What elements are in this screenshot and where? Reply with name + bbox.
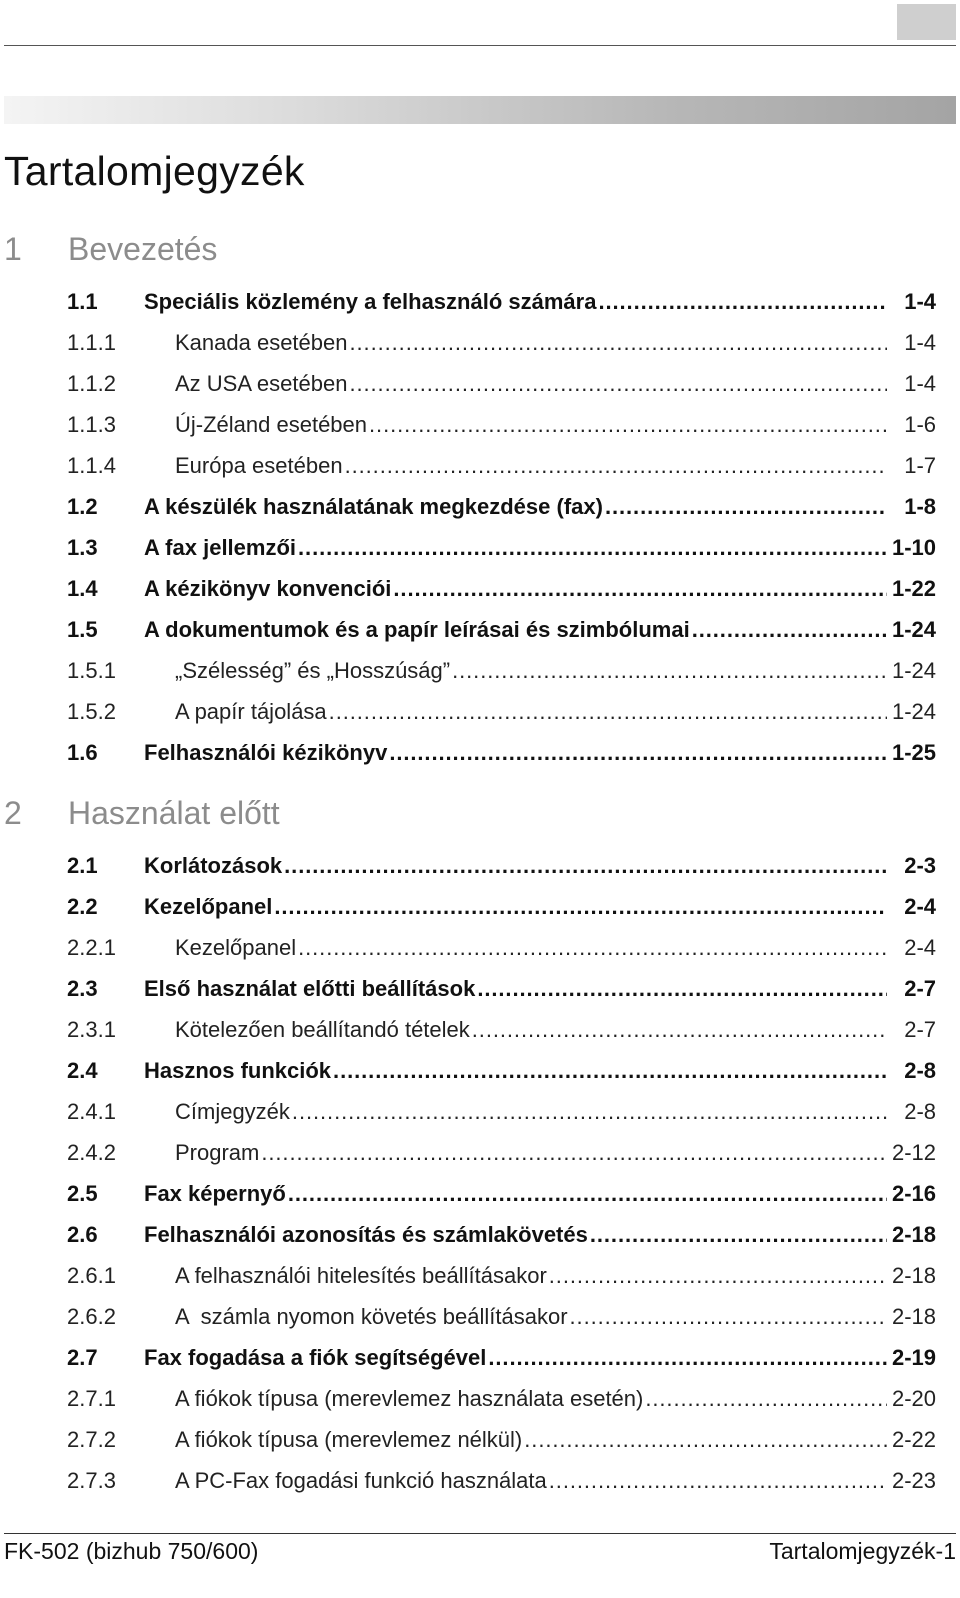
chapter-title: Használat előtt [68, 795, 280, 831]
entry-number: 1.4 [67, 576, 98, 601]
entry-leader [144, 574, 887, 604]
dot-leader [345, 451, 887, 481]
entry-title: Hasznos funkciók [144, 1058, 332, 1083]
dot-leader [284, 851, 887, 881]
entry-title: Program [175, 1140, 260, 1165]
entry-number: 2.2.1 [67, 935, 116, 960]
entry-title: A készülék használatának megkezdése (fax) [144, 494, 603, 519]
entry-leader [175, 1097, 887, 1127]
dot-leader [549, 1466, 887, 1496]
dot-leader [598, 287, 887, 317]
dot-leader [549, 1261, 887, 1291]
dot-leader [349, 369, 887, 399]
entry-page-number: 2-22 [891, 1427, 936, 1452]
entry-title: Felhasználói kézikönyv [144, 740, 388, 765]
entry-leader [175, 1138, 887, 1168]
toc-entry[interactable] [67, 1138, 957, 1168]
entry-page-number: 2-7 [904, 976, 936, 1001]
dot-leader [369, 410, 887, 440]
toc-entry[interactable] [67, 287, 957, 317]
entry-title: Speciális közlemény a felhasználó számára [144, 289, 597, 314]
entry-number: 2.3.1 [67, 1017, 116, 1042]
entry-leader [175, 1425, 887, 1455]
entry-title: A fiókok típusa (merevlemez használata esetén) [175, 1386, 644, 1411]
entry-number: 1.1.2 [67, 371, 116, 396]
entry-page-number: 2-8 [904, 1099, 936, 1124]
chapter-title: Bevezetés [68, 231, 218, 267]
dot-leader [472, 1015, 887, 1045]
entry-number: 2.5 [67, 1181, 98, 1206]
entry-page-number: 1-22 [891, 576, 936, 601]
entry-leader [175, 656, 887, 686]
entry-title: Európa esetében [175, 453, 343, 478]
entry-leader [144, 1220, 887, 1250]
entry-page-number: 2-4 [904, 935, 936, 960]
entry-title: A PC-Fax fogadási funkció használata [175, 1468, 547, 1493]
entry-leader [144, 287, 887, 317]
entry-page-number: 2-4 [904, 894, 936, 919]
entry-leader [175, 933, 887, 963]
title-banner [4, 96, 956, 124]
entry-number: 1.3 [67, 535, 98, 560]
entry-number: 2.7.3 [67, 1468, 116, 1493]
dot-leader [298, 533, 887, 563]
entry-title: Kanada esetében [175, 330, 348, 355]
toc-entry[interactable] [67, 1097, 957, 1127]
entry-number: 1.1.1 [67, 330, 116, 355]
entry-number: 2.3 [67, 976, 98, 1001]
dot-leader [288, 1179, 887, 1209]
entry-page-number: 2-18 [891, 1222, 936, 1247]
entry-number: 1.5.2 [67, 699, 116, 724]
entry-title: „Szélesség” és „Hosszúság” [175, 658, 451, 683]
toc-entry[interactable] [67, 892, 957, 922]
dot-leader [333, 1056, 887, 1086]
toc-entry[interactable] [67, 1056, 957, 1086]
toc-entry[interactable] [67, 574, 957, 604]
entry-title: A számla nyomon követés beállításakor [175, 1304, 568, 1329]
entry-number: 2.7.2 [67, 1427, 116, 1452]
toc-entry[interactable] [67, 1179, 957, 1209]
dot-leader [292, 1097, 887, 1127]
toc-entry[interactable] [67, 492, 957, 522]
chapter-number: 1 [4, 231, 22, 267]
entry-number: 1.6 [67, 740, 98, 765]
footer-page-number: Tartalomjegyzék-1 [769, 1538, 956, 1564]
entry-title: Fax fogadása a fiók segítségével [144, 1345, 487, 1370]
entry-leader [175, 328, 887, 358]
entry-title: Kötelezően beállítandó tételek [175, 1017, 470, 1042]
toc-entry[interactable] [67, 410, 957, 440]
entry-leader [144, 1179, 887, 1209]
entry-number: 1.5 [67, 617, 98, 642]
dot-leader [488, 1343, 887, 1373]
entry-page-number: 2-18 [891, 1304, 936, 1329]
entry-page-number: 2-23 [891, 1468, 936, 1493]
entry-page-number: 1-24 [891, 617, 936, 642]
entry-number: 2.4 [67, 1058, 98, 1083]
toc-entry[interactable] [67, 851, 957, 881]
entry-leader [144, 738, 887, 768]
entry-leader [144, 851, 887, 881]
entry-leader [144, 1056, 887, 1086]
toc-entry[interactable] [67, 533, 957, 563]
entry-page-number: 1-4 [904, 330, 936, 355]
entry-title: Kezelőpanel [175, 935, 297, 960]
entry-title: A felhasználói hitelesítés beállításakor [175, 1263, 547, 1288]
entry-title: A fax jellemzői [144, 535, 297, 560]
entry-title: A fiókok típusa (merevlemez nélkül) [175, 1427, 523, 1452]
corner-marker [897, 4, 956, 40]
entry-page-number: 1-4 [904, 289, 936, 314]
entry-number: 2.1 [67, 853, 98, 878]
toc-entry[interactable] [67, 974, 957, 1004]
toc-entry[interactable] [67, 1425, 957, 1455]
entry-leader [175, 1302, 887, 1332]
entry-page-number: 2-18 [891, 1263, 936, 1288]
entry-number: 2.6.2 [67, 1304, 116, 1329]
dot-leader [477, 974, 887, 1004]
entry-number: 2.6.1 [67, 1263, 116, 1288]
entry-leader [144, 892, 887, 922]
entry-number: 2.4.2 [67, 1140, 116, 1165]
entry-title: Korlátozások [144, 853, 283, 878]
toc-entry[interactable] [67, 697, 957, 727]
entry-page-number: 2-19 [891, 1345, 936, 1370]
dot-leader [393, 574, 887, 604]
entry-number: 2.4.1 [67, 1099, 116, 1124]
entry-number: 2.7 [67, 1345, 98, 1370]
footer-rule [4, 1533, 956, 1534]
toc-entry[interactable] [67, 369, 957, 399]
entry-leader [175, 1384, 887, 1414]
entry-title: Első használat előtti beállítások [144, 976, 476, 1001]
entry-number: 1.2 [67, 494, 98, 519]
entry-leader [144, 492, 887, 522]
entry-title: Az USA esetében [175, 371, 348, 396]
toc-entry[interactable] [67, 1466, 957, 1496]
entry-page-number: 1-24 [891, 699, 936, 724]
entry-leader [144, 1343, 887, 1373]
entry-number: 1.5.1 [67, 658, 116, 683]
entry-page-number: 1-10 [891, 535, 936, 560]
toc-entry[interactable] [67, 451, 957, 481]
dot-leader [605, 492, 887, 522]
entry-number: 1.1.3 [67, 412, 116, 437]
toc-entry[interactable] [67, 933, 957, 963]
dot-leader [524, 1425, 887, 1455]
entry-number: 1.1 [67, 289, 98, 314]
entry-page-number: 1-24 [891, 658, 936, 683]
entry-page-number: 1-4 [904, 371, 936, 396]
entry-number: 2.7.1 [67, 1386, 116, 1411]
entry-page-number: 2-8 [904, 1058, 936, 1083]
entry-number: 1.1.4 [67, 453, 116, 478]
dot-leader [261, 1138, 887, 1168]
dot-leader [329, 697, 887, 727]
toc-entry[interactable] [67, 1015, 957, 1045]
toc-entry[interactable] [67, 656, 957, 686]
entry-leader [144, 615, 887, 645]
toc-entry[interactable] [67, 1302, 957, 1332]
entry-title: A kézikönyv konvenciói [144, 576, 392, 601]
dot-leader [570, 1302, 887, 1332]
entry-title: Kezelőpanel [144, 894, 273, 919]
dot-leader [274, 892, 887, 922]
entry-page-number: 2-7 [904, 1017, 936, 1042]
dot-leader [692, 615, 887, 645]
toc-entry[interactable] [67, 1384, 957, 1414]
footer-product: FK-502 (bizhub 750/600) [4, 1538, 259, 1564]
toc-entry[interactable] [67, 328, 957, 358]
entry-leader [175, 1466, 887, 1496]
entry-page-number: 2-3 [904, 853, 936, 878]
header-rule [4, 45, 956, 46]
toc-entry[interactable] [67, 1343, 957, 1373]
entry-number: 2.2 [67, 894, 98, 919]
entry-title: A papír tájolása [175, 699, 327, 724]
entry-page-number: 1-25 [891, 740, 936, 765]
entry-leader [175, 1015, 887, 1045]
entry-leader [175, 451, 887, 481]
entry-leader [175, 697, 887, 727]
page-title: Tartalomjegyzék [4, 148, 305, 194]
dot-leader [350, 328, 888, 358]
entry-page-number: 1-7 [904, 453, 936, 478]
chapter-number: 2 [4, 795, 22, 831]
entry-leader [144, 533, 887, 563]
entry-leader [144, 974, 887, 1004]
entry-leader [175, 410, 887, 440]
toc-entry[interactable] [67, 1261, 957, 1291]
toc-entry[interactable] [67, 738, 957, 768]
entry-page-number: 1-8 [904, 494, 936, 519]
entry-page-number: 2-12 [891, 1140, 936, 1165]
entry-title: Új-Zéland esetében [175, 412, 368, 437]
entry-title: Felhasználói azonosítás és számlakövetés [144, 1222, 588, 1247]
entry-leader [175, 1261, 887, 1291]
dot-leader [452, 656, 887, 686]
toc-entry[interactable] [67, 615, 957, 645]
entry-title: Címjegyzék [175, 1099, 290, 1124]
toc-entry[interactable] [67, 1220, 957, 1250]
entry-title: Fax képernyő [144, 1181, 286, 1206]
dot-leader [645, 1384, 887, 1414]
entry-page-number: 2-20 [891, 1386, 936, 1411]
dot-leader [590, 1220, 887, 1250]
entry-page-number: 1-6 [904, 412, 936, 437]
entry-page-number: 2-16 [891, 1181, 936, 1206]
dot-leader [389, 738, 887, 768]
entry-title: A dokumentumok és a papír leírásai és szimbólumai [144, 617, 690, 642]
entry-leader [175, 369, 887, 399]
entry-number: 2.6 [67, 1222, 98, 1247]
dot-leader [298, 933, 887, 963]
